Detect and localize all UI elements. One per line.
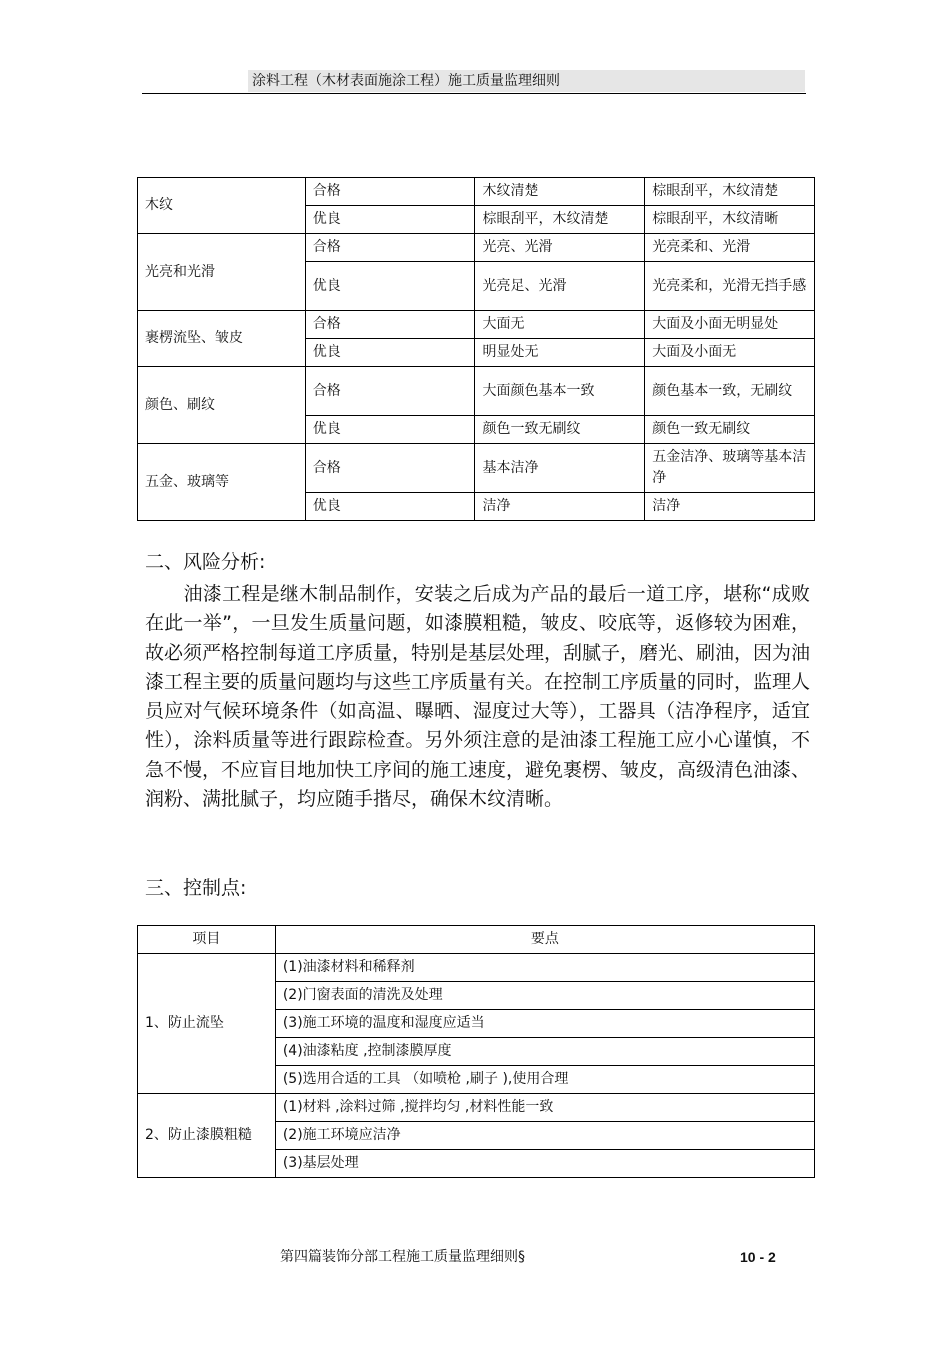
standard-cell: 棕眼刮平，木纹清晰 xyxy=(645,206,815,234)
standard-cell: 颜色基本一致，无刷纹 xyxy=(645,367,815,416)
standard-cell: 棕眼刮平，木纹清楚 xyxy=(475,206,645,234)
standard-cell: 光亮柔和，光滑无挡手感 xyxy=(645,262,815,311)
risk-analysis-heading: 二、风险分析: xyxy=(145,551,266,573)
grade-cell: 合格 xyxy=(305,367,475,416)
point-cell: (5)选用合适的工具 （如喷枪 ,刷子 ),使用合理 xyxy=(275,1066,814,1094)
table-row xyxy=(138,444,815,493)
standard-cell: 大面颜色基本一致 xyxy=(475,367,645,416)
table-row xyxy=(138,178,815,206)
standard-cell: 光亮柔和、光滑 xyxy=(645,234,815,262)
standard-cell: 明显处无 xyxy=(475,339,645,367)
standard-cell: 大面无 xyxy=(475,311,645,339)
table-row xyxy=(138,311,815,339)
quality-standard-table xyxy=(137,177,815,521)
table-header-row xyxy=(138,926,815,954)
grade-cell: 优良 xyxy=(305,493,475,521)
header-title: 涂料工程（木材表面施涂工程）施工质量监理细则 xyxy=(252,73,560,89)
point-cell: (3)施工环境的温度和湿度应适当 xyxy=(275,1010,814,1038)
standard-cell: 大面及小面无明显处 xyxy=(645,311,815,339)
item-cell: 五金、玻璃等 xyxy=(138,444,306,521)
standard-cell: 颜色一致无刷纹 xyxy=(475,416,645,444)
point-cell: (3)基层处理 xyxy=(275,1150,814,1178)
item-cell: 光亮和光滑 xyxy=(138,234,306,311)
page-number: 10 - 2 xyxy=(740,1249,776,1265)
standard-cell: 光亮足、光滑 xyxy=(475,262,645,311)
point-cell: (1)材料 ,涂料过筛 ,搅拌均匀 ,材料性能一致 xyxy=(275,1094,814,1122)
point-cell: (2)施工环境应洁净 xyxy=(275,1122,814,1150)
item-cell: 裹楞流坠、皱皮 xyxy=(138,311,306,367)
item-cell: 1、防止流坠 xyxy=(138,954,276,1094)
grade-cell: 优良 xyxy=(305,339,475,367)
grade-cell: 优良 xyxy=(305,206,475,234)
standard-cell: 基本洁净 xyxy=(475,444,645,493)
control-points-table xyxy=(137,925,815,1178)
control-points-heading: 三、控制点: xyxy=(145,877,247,899)
point-cell: (1)油漆材料和稀释剂 xyxy=(275,954,814,982)
standard-cell: 五金洁净、玻璃等基本洁净 xyxy=(645,444,815,493)
column-header-points: 要点 xyxy=(275,926,814,954)
header-rule xyxy=(142,93,806,94)
column-header-item: 项目 xyxy=(138,926,276,954)
grade-cell: 合格 xyxy=(305,311,475,339)
grade-cell: 合格 xyxy=(305,444,475,493)
footer-title: 第四篇装饰分部工程施工质量监理细则§ xyxy=(280,1249,525,1265)
risk-analysis-paragraph: 油漆工程是继木制品制作，安装之后成为产品的最后一道工序，堪称“成败在此一举”，一旦发生质量问题，如漆膜粗糙，皱皮、咬底等，返修较为困难，故必须严格控制每道工序质量，特别是基层处理，刮腻子，磨光、刷油，因为油漆工程主要的质量问题均与这些工序质量有关。在控制工序质量的同时，监理人员应对气候环境条件（如高温、曝晒、湿度过大等），工器具（洁净程序，适宜性），涂料质量等进行跟踪检查。另外须注意的是油漆工程施工应小心谨慎，不急不慢，不应盲目地加快工序间的施工速度，避免裹楞、皱皮，高级清色油漆、润粉、满批腻子，均应随手揩尽，确保木纹清晰。 xyxy=(145,583,811,811)
grade-cell: 优良 xyxy=(305,262,475,311)
standard-cell: 木纹清楚 xyxy=(475,178,645,206)
grade-cell: 合格 xyxy=(305,234,475,262)
grade-cell: 合格 xyxy=(305,178,475,206)
standard-cell: 洁净 xyxy=(645,493,815,521)
standard-cell: 光亮、光滑 xyxy=(475,234,645,262)
item-cell: 木纹 xyxy=(138,178,306,234)
table-row xyxy=(138,1094,815,1122)
standard-cell: 大面及小面无 xyxy=(645,339,815,367)
table-row xyxy=(138,234,815,262)
grade-cell: 优良 xyxy=(305,416,475,444)
point-cell: (2)门窗表面的清洗及处理 xyxy=(275,982,814,1010)
item-cell: 颜色、刷纹 xyxy=(138,367,306,444)
standard-cell: 洁净 xyxy=(475,493,645,521)
standard-cell: 颜色一致无刷纹 xyxy=(645,416,815,444)
item-cell: 2、防止漆膜粗糙 xyxy=(138,1094,276,1178)
standard-cell: 棕眼刮平，木纹清楚 xyxy=(645,178,815,206)
point-cell: (4)油漆粘度 ,控制漆膜厚度 xyxy=(275,1038,814,1066)
table-row xyxy=(138,954,815,982)
table-row xyxy=(138,367,815,416)
